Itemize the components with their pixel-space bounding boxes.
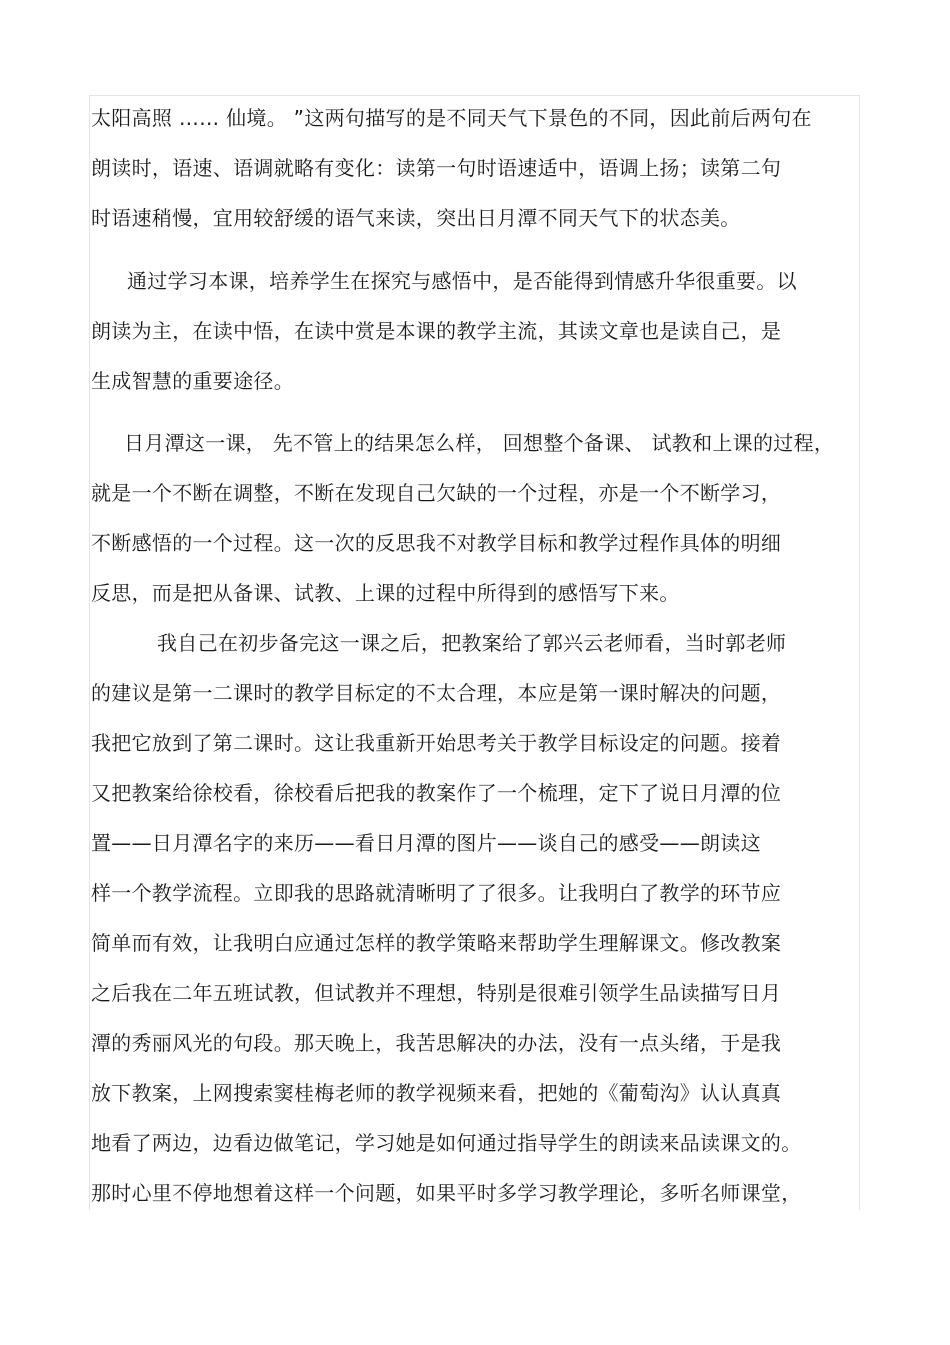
paragraph-2-line-2: 朗读为主，在读中悟，在读中赏是本课的教学主流，其读文章也是读自己，是: [91, 319, 782, 343]
paragraph-2-line-1: 通过学习本课，培养学生在探究与感悟中，是否能得到情感升华很重要。以: [127, 269, 797, 293]
paragraph-4-line-9: 潭的秀丽风光的句段。那天晚上，我苦思解决的办法，没有一点头绪，于是我: [91, 1031, 782, 1055]
paragraph-3-line-2: 就是一个不断在调整，不断在发现自己欠缺的一个过程，亦是一个不断学习，: [91, 481, 782, 505]
paragraph-4-line-11: 地看了两边，边看边做笔记，学习她是如何通过指导学生的朗读来品读课文的。: [91, 1131, 802, 1155]
paragraph-4-line-3: 我把它放到了第二课时。这让我重新开始思考关于教学目标设定的问题。接着: [91, 731, 782, 755]
paragraph-4-line-4: 又把教案给徐校看，徐校看后把我的教案作了一个梳理，定下了说日月潭的位: [91, 781, 782, 805]
paragraph-2-line-3: 生成智慧的重要途径。: [91, 369, 294, 393]
paragraph-4-line-1: 我自己在初步备完这一课之后，把教案给了郭兴云老师看，当时郭老师: [157, 631, 787, 655]
paragraph-4-line-10: 放下教案，上网搜索窦桂梅老师的教学视频来看，把她的《葡萄沟》认认真真: [91, 1081, 782, 1105]
paragraph-4-line-2: 的建议是第一二课时的教学目标定的不太合理，本应是第一课时解决的问题，: [91, 681, 782, 705]
paragraph-3-line-3: 不断感悟的一个过程。这一次的反思我不对教学目标和教学过程作具体的明细: [91, 531, 782, 555]
paragraph-3-line-1: 日月潭这一课， 先不管上的结果怎么样， 回想整个备课、 试教和上课的过程，: [124, 431, 835, 455]
paragraph-4-line-12: 那时心里不停地想着这样一个问题，如果平时多学习教学理论，多听名师课堂，: [91, 1181, 802, 1205]
paragraph-1-line-2: 朗读时，语速、语调就略有变化：读第一句时语速适中，语调上扬；读第二句: [91, 156, 782, 180]
paragraph-4-line-8: 之后我在二年五班试教，但试教并不理想，特别是很难引领学生品读描写日月: [91, 981, 782, 1005]
paragraph-4-line-5: 置——日月潭名字的来历——看日月潭的图片——谈自己的感受——朗读这: [91, 831, 761, 855]
paragraph-4-line-7: 简单而有效，让我明白应通过怎样的教学策略来帮助学生理解课文。修改教案: [91, 931, 782, 955]
paragraph-1-line-3: 时语速稍慢，宜用较舒缓的语气来读，突出日月潭不同天气下的状态美。: [91, 206, 741, 230]
paragraph-4-line-6: 样一个教学流程。立即我的思路就清晰明了了很多。让我明白了教学的环节应: [91, 881, 782, 905]
paragraph-1-line-1: 太阳高照 …… 仙境。 ”这两句描写的是不同天气下景色的不同，因此前后两句在: [91, 106, 812, 130]
paragraph-3-line-4: 反思，而是把从备课、试教、上课的过程中所得到的感悟写下来。: [91, 581, 680, 605]
